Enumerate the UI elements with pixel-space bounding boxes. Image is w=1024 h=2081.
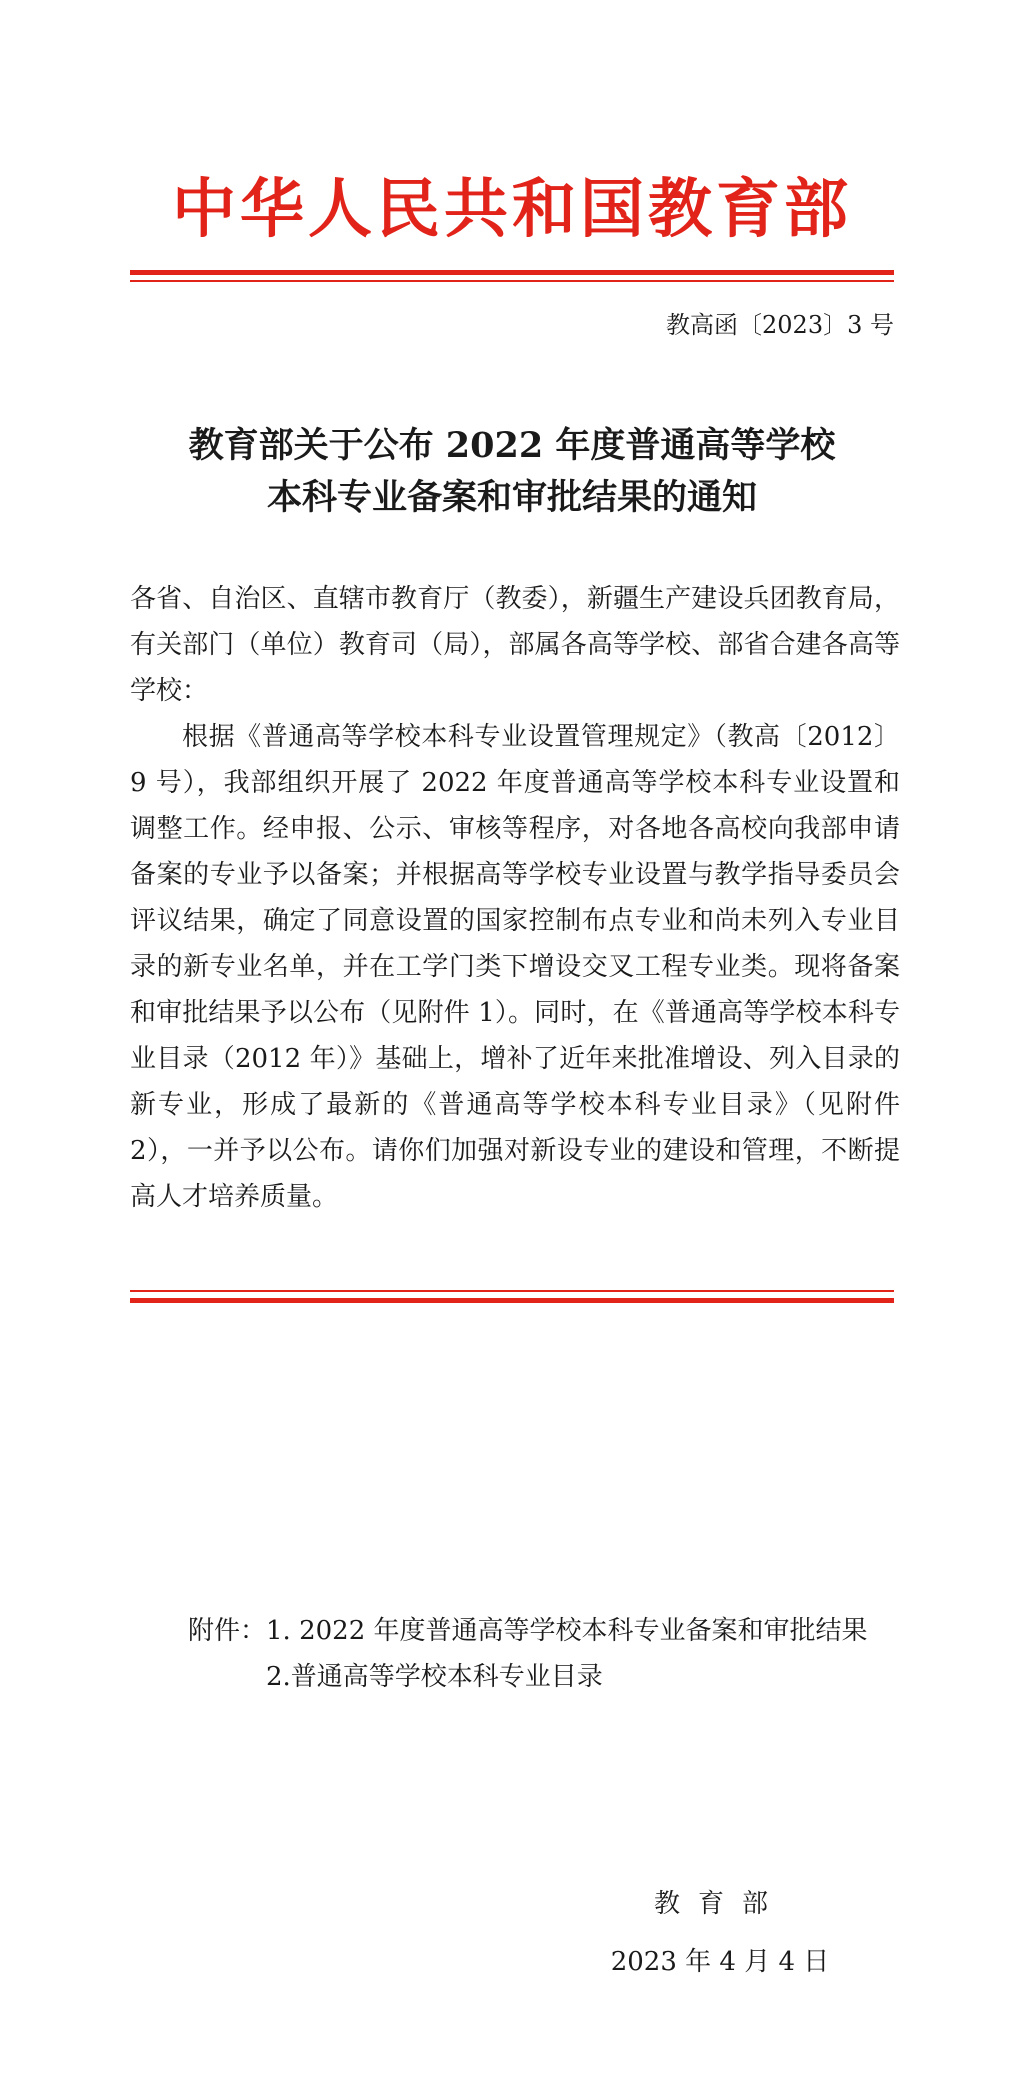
attachments-block [188, 1608, 868, 1700]
bottom-red-rule-thick [130, 1298, 894, 1303]
attachment-item: 2.普通高等学校本科专业目录 [266, 1662, 603, 1692]
body-paragraph: 根据《普通高等学校本科专业设置管理规定》（教高〔2012〕9 号），我部组织开展了 2022 年度普通高等学校本科专业设置和调整工作。经申报、公示、审核等程序，对各地各高校向我部申请备案的专业予以备案；并根据高等学校专业设置与教学指导委员会评议结果，确定了同意设置的国家控制布点专业和尚未列入专业目录的新专业名单，并在工学门类下增设交叉工程专业类。现将备案和审批结果予以公布（见附件 1）。同时，在《普通高等学校本科专业目录（2012 年）》基础上，增补了近年来批准增设、列入目录的新专业，形成了最新的《普通高等学校本科专业目录》（见附件 2），一并予以公布。请你们加强对新设专业的建设和管理，不断提高人才培养质量。 [130, 722, 900, 1212]
salutation: 各省、自治区、直辖市教育厅（教委），新疆生产建设兵团教育局，有关部门（单位）教育司（局），部属各高等学校、部省合建各高等学校： [130, 584, 900, 706]
attachment-row-2 [188, 1654, 868, 1700]
masthead-title: 中华人民共和国教育部 [172, 172, 852, 247]
attachment-row-1 [188, 1608, 868, 1654]
signing-organization: 教育部 [653, 1889, 786, 1919]
top-red-rule-thin [130, 280, 894, 282]
attachment-item: 1. 2022 年度普通高等学校本科专业备案和审批结果 [266, 1616, 868, 1646]
top-red-rule-thick [130, 270, 894, 275]
document-number: 教高函〔2023〕3 号 [666, 311, 894, 339]
document-title-line-2: 本科专业备案和审批结果的通知 [266, 477, 757, 518]
document-title-line-1: 教育部关于公布 2022 年度普通高等学校 [188, 425, 836, 466]
signing-date: 2023 年 4 月 4 日 [610, 1947, 830, 1977]
attachments-label: 附件： [188, 1616, 267, 1646]
bottom-red-rule-thin [130, 1290, 894, 1292]
